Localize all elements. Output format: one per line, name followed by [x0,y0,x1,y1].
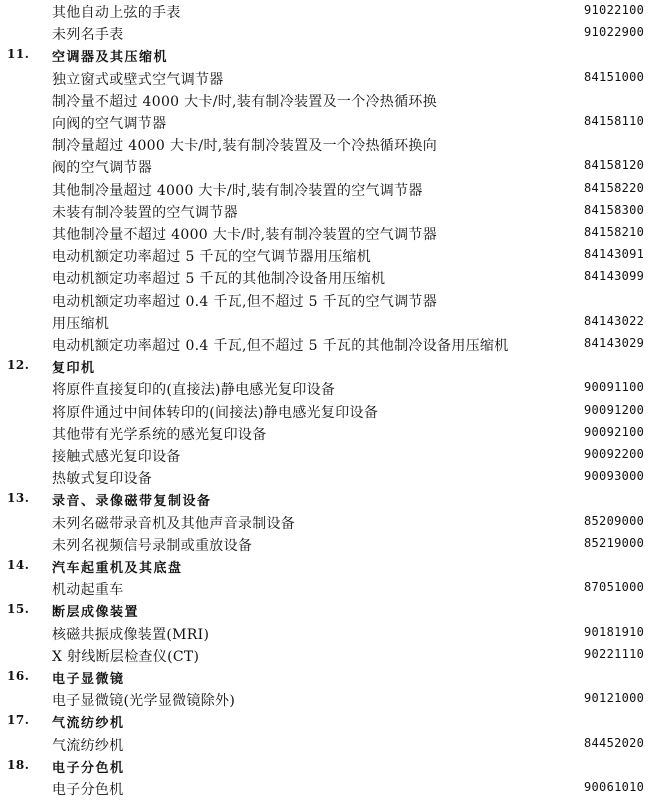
item-description: 接触式感光复印设备 [52,449,181,465]
tariff-code: 90093000 [584,469,645,484]
section-number: 16. [7,669,30,683]
item-description: 其他带有光学系统的感光复印设备 [52,426,267,443]
item-row [0,178,649,200]
section-title: 气流纺纱机 [52,716,125,732]
item-description: 向阀的空气调节器 [52,116,167,132]
section-number: 12. [7,358,30,373]
section-title: 汽车起重机及其底盘 [52,561,183,576]
item-row [0,289,649,311]
tariff-code: 84151000 [584,69,645,84]
section-title: 复印机 [52,361,96,377]
item-row [0,244,649,266]
section-title: 录音、录像磁带复制设备 [52,494,212,510]
tariff-code: 84158120 [584,158,645,173]
item-description: 电动机额定功率超过 0.4 千瓦,但不超过 5 千瓦的其他制冷设备用压缩机 [52,338,509,354]
section-heading-row [0,666,649,688]
tariff-code: 84158210 [584,225,645,239]
item-row [0,644,649,666]
item-description: X 射线断层检查仪(CT) [52,648,200,665]
item-row [0,22,649,44]
item-description: 其他制冷量超过 4000 大卡/时,装有制冷装置的空气调节器 [52,182,423,199]
item-description: 制冷量超过 4000 大卡/时,装有制冷装置及一个冷热循环换向 [52,138,437,155]
tariff-code: 84143029 [584,336,645,350]
tariff-code: 84158110 [584,114,645,128]
item-description: 未列名视频信号录制或重放设备 [52,537,253,554]
item-description: 阀的空气调节器 [52,160,153,177]
item-description: 其他制冷量不超过 4000 大卡/时,装有制冷装置的空气调节器 [52,227,437,243]
section-heading-row [0,488,649,510]
section-number: 14. [7,558,30,572]
item-row [0,444,649,466]
section-number: 17. [7,713,30,728]
section-number: 13. [7,491,30,506]
item-description: 机动起重车 [52,582,124,599]
item-description: 电子显微镜(光学显微镜除外) [52,693,236,710]
tariff-code: 90091200 [584,402,645,417]
item-description: 热敏式复印设备 [52,471,153,488]
item-row [0,111,649,133]
item-description: 气流纺纱机 [52,737,124,754]
item-row [0,688,649,710]
item-row [0,377,649,399]
item-description: 未装有制冷装置的空气调节器 [52,204,238,221]
item-description: 其他自动上弦的手表 [52,5,181,21]
section-number: 18. [7,757,30,772]
section-title: 断层成像装置 [52,605,140,621]
item-row [0,222,649,244]
tariff-code: 90092100 [584,424,645,439]
section-heading-row [0,555,649,577]
tariff-code: 85219000 [584,535,645,550]
item-row [0,400,649,422]
section-title: 电子分色机 [52,760,125,776]
item-row [0,266,649,288]
item-row [0,466,649,488]
tariff-code: 90181910 [584,624,645,639]
tariff-code: 84143022 [584,313,645,328]
tariff-code: 87051000 [584,580,645,595]
tariff-code: 90221110 [584,646,645,661]
tariff-code: 84158220 [584,180,645,195]
tariff-code: 84158300 [584,202,645,217]
item-row [0,133,649,155]
section-heading-row [0,599,649,621]
section-number: 11. [7,47,30,62]
item-description: 电动机额定功率超过 5 千瓦的其他制冷设备用压缩机 [52,271,386,288]
item-row [0,533,649,555]
item-description: 未列名手表 [52,27,124,44]
item-row [0,422,649,444]
item-row [0,311,649,333]
item-description: 独立窗式或壁式空气调节器 [52,71,224,88]
item-row [0,155,649,177]
item-row [0,67,649,89]
tariff-code: 84143099 [584,269,645,284]
item-row [0,89,649,111]
tariff-code: 90121000 [584,691,645,706]
item-row [0,200,649,222]
item-description: 将原件直接复印的(直接法)静电感光复印设备 [52,382,336,399]
item-description: 将原件通过中间体转印的(间接法)静电感光复印设备 [52,404,379,421]
section-heading-row [0,44,649,66]
item-description: 电动机额定功率超过 5 千瓦的空气调节器用压缩机 [52,249,372,266]
tariff-code: 90091100 [584,380,645,395]
tariff-code: 91022900 [584,25,645,40]
tariff-code: 84452020 [584,735,645,750]
item-row [0,577,649,599]
item-description: 核磁共振成像装置(MRI) [52,626,210,643]
item-description: 用压缩机 [52,315,110,332]
item-row [0,333,649,355]
item-row [0,777,649,799]
tariff-code: 85209000 [584,513,645,528]
item-row [0,733,649,755]
item-description: 电子分色机 [52,782,124,798]
tariff-code: 91022100 [584,3,645,17]
tariff-code: 90092200 [584,447,645,461]
section-heading-row [0,710,649,732]
item-row [0,622,649,644]
tariff-code: 90061010 [584,780,645,794]
item-row [0,0,649,22]
section-number: 15. [7,602,30,617]
tariff-code: 84143091 [584,247,645,262]
item-description: 电动机额定功率超过 0.4 千瓦,但不超过 5 千瓦的空气调节器 [52,293,438,310]
section-title: 空调器及其压缩机 [52,50,169,66]
section-heading-row [0,355,649,377]
section-heading-row [0,755,649,777]
item-description: 未列名磁带录音机及其他声音录制设备 [52,515,296,532]
section-title: 电子显微镜 [52,672,125,687]
item-description: 制冷量不超过 4000 大卡/时,装有制冷装置及一个冷热循环换 [52,93,437,110]
item-row [0,511,649,533]
